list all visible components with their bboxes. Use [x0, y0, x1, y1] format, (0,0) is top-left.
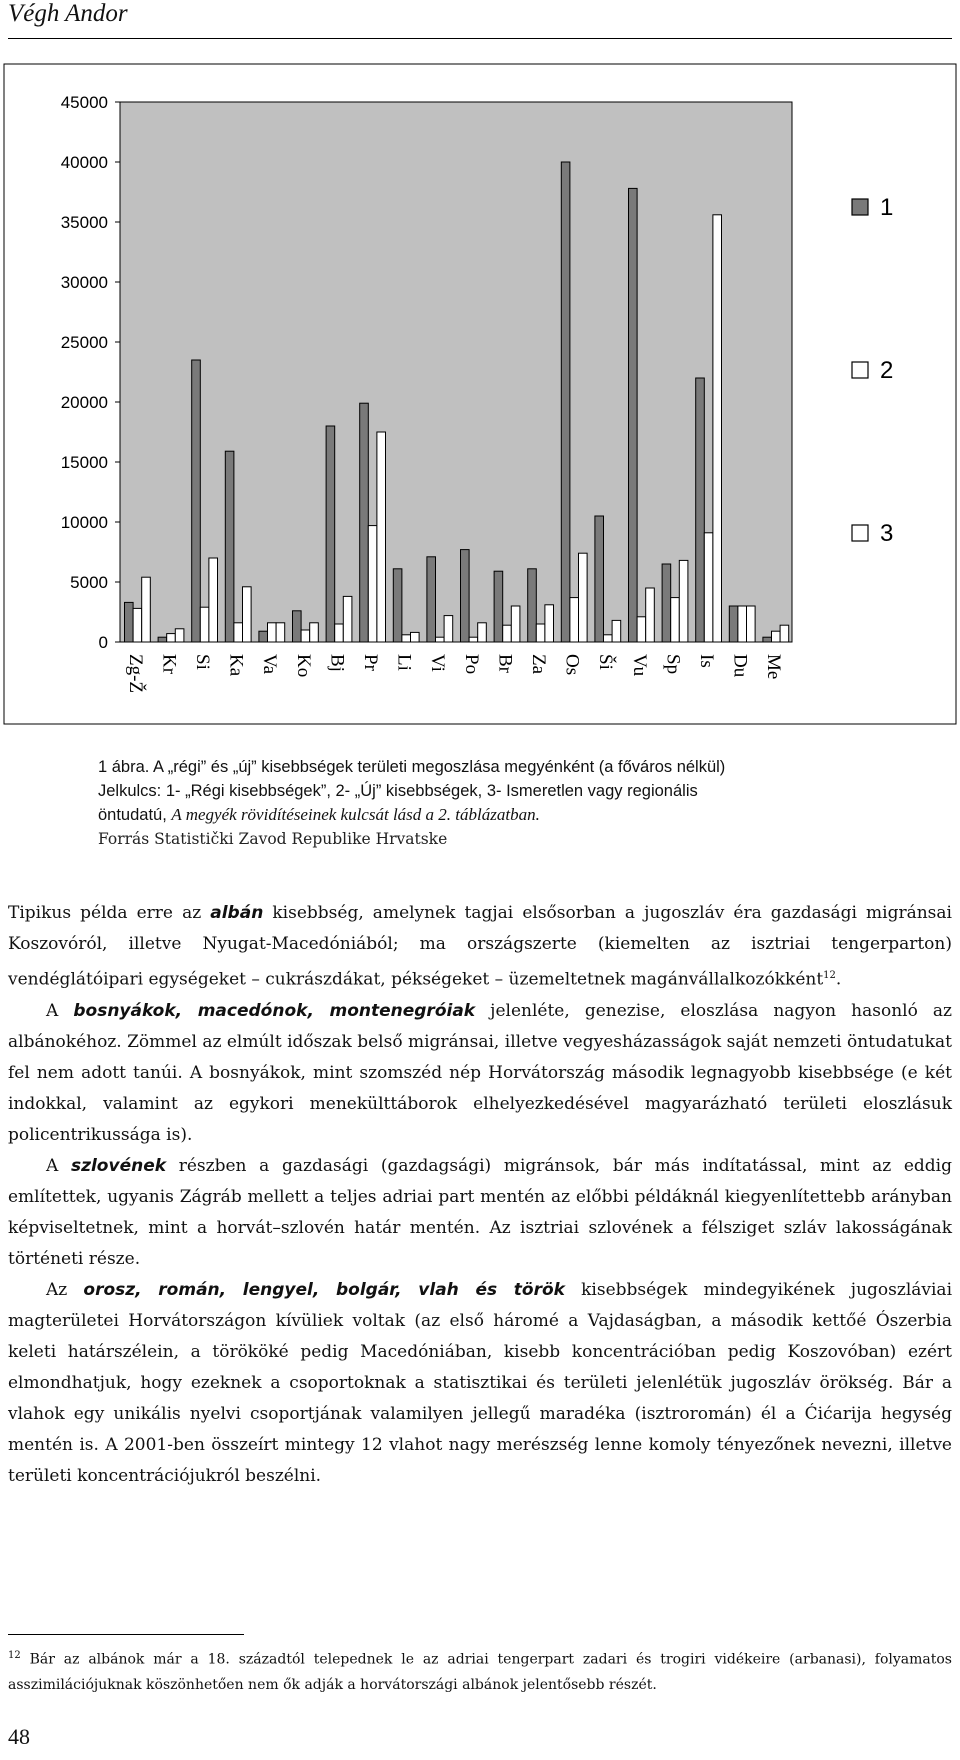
- p2-text-a: A: [46, 1000, 74, 1021]
- y-tick-label: 30000: [60, 273, 108, 292]
- y-tick-label: 10000: [60, 513, 108, 532]
- caption-abbrev-note: A megyék rövidítéseinek kulcsát lásd a 2. táblázatban.: [171, 805, 540, 824]
- paragraph-others: [8, 1275, 952, 1492]
- bar-series-1-13: [561, 162, 570, 642]
- bar-series-2-3: [234, 623, 243, 642]
- legend-label-3: 3: [880, 520, 894, 547]
- legend-label-2: 2: [880, 357, 894, 384]
- x-tick-label: Is: [696, 654, 717, 668]
- bar-series-3-13: [579, 553, 588, 642]
- bar-series-2-18: [738, 606, 747, 642]
- bar-series-3-11: [511, 606, 520, 642]
- y-tick-label: 45000: [60, 93, 108, 112]
- bar-series-1-17: [696, 378, 705, 642]
- bar-series-2-13: [570, 598, 579, 642]
- bar-series-1-11: [494, 571, 503, 642]
- caption-key-tail: öntudatú,: [98, 806, 172, 824]
- x-tick-label: Pr: [360, 654, 381, 671]
- bar-series-1-6: [326, 426, 335, 642]
- legend-label-1: 1: [880, 194, 894, 221]
- bar-series-2-1: [167, 634, 176, 642]
- x-tick-label: Vu: [628, 654, 650, 677]
- bar-series-1-0: [125, 602, 134, 642]
- bar-series-3-2: [209, 558, 218, 642]
- bar-series-3-17: [713, 215, 722, 642]
- bar-series-3-1: [175, 629, 184, 642]
- x-tick-label: Ko: [292, 654, 314, 678]
- bar-series-2-4: [268, 623, 277, 642]
- bar-series-3-10: [478, 623, 487, 642]
- bar-series-2-17: [704, 533, 713, 642]
- y-tick-label: 5000: [70, 573, 108, 592]
- footnote: [8, 1643, 952, 1698]
- x-tick-label: Os: [561, 654, 583, 676]
- x-tick-label: Zg-Ž: [124, 654, 146, 694]
- x-tick-label: Va: [259, 654, 281, 675]
- x-tick-label: Du: [729, 654, 751, 678]
- x-tick-label: Ši: [595, 654, 617, 670]
- p1-text-c: kisebbség, amelynek tagjai elsősorban a jugoszláv éra gazdasági migránsai Koszovóról, illetve Nyugat-Macedóniából; ma országszerte (kiemelten az isztriai tengerparton) vendéglátóipari egységeket – cukrászdákat, pékségeket – üzemeltetnek magánvállalkozókként: [8, 903, 952, 990]
- paragraph-slovenes: [8, 1151, 952, 1275]
- x-tick-label: Kr: [158, 654, 180, 675]
- bar-series-1-16: [662, 564, 671, 642]
- bar-series-1-3: [225, 451, 234, 642]
- figure-caption: [98, 755, 928, 851]
- bar-series-3-19: [780, 625, 789, 642]
- caption-title: 1 ábra. A „régi” és „új” kisebbségek területi megoszlása megyénként (a főváros nélkül): [98, 758, 726, 776]
- bar-series-2-12: [536, 624, 545, 642]
- bar-series-1-14: [595, 516, 604, 642]
- y-tick-label: 25000: [60, 333, 108, 352]
- footnote-number: 12: [8, 1650, 21, 1661]
- y-tick-label: 35000: [60, 213, 108, 232]
- bar-series-3-4: [276, 623, 285, 642]
- legend-swatch-1: [852, 199, 868, 215]
- bar-series-1-9: [427, 557, 436, 642]
- paragraph-bosniaks: [8, 996, 952, 1151]
- bar-series-1-19: [763, 637, 772, 642]
- bar-series-1-7: [360, 403, 369, 642]
- p4-emphasis: orosz, román, lengyel, bolgár, vlah és török: [83, 1279, 565, 1300]
- x-tick-label: Bj: [326, 654, 348, 672]
- caption-key-continued: [98, 803, 928, 827]
- x-tick-label: Sp: [662, 654, 684, 675]
- footnote-rule: [8, 1634, 244, 1635]
- bar-series-2-6: [335, 624, 344, 642]
- p2-emphasis: bosnyákok, macedónok, montenegróiak: [73, 1000, 476, 1021]
- bar-series-2-14: [604, 635, 613, 642]
- bar-series-2-15: [637, 617, 646, 642]
- y-tick-label: 15000: [60, 453, 108, 472]
- bar-series-2-7: [368, 526, 377, 642]
- p3-text-c: részben a gazdasági (gazdagsági) migránsok, bár más indítatással, mint az eddig említettek, ugyanis Zágráb mellett a teljes adriai part mentén az előbbi példáknál kiegyenlítettebb arányban képviseltetnek, mint a horvát–szlovén határ mentén. Az isztriai szlovének a félsziget szláv lakosságának történeti része.: [8, 1155, 952, 1269]
- caption-key: Jelkulcs: 1- „Régi kisebbségek”, 2- „Új” kisebbségek, 3- Ismeretlen vagy regionális: [98, 782, 698, 800]
- minority-bar-chart: [0, 60, 960, 750]
- bar-series-2-16: [671, 598, 680, 642]
- bar-series-1-15: [629, 188, 638, 642]
- header-rule: [8, 38, 952, 39]
- bar-series-3-0: [142, 577, 151, 642]
- body-text: [8, 898, 952, 1492]
- x-tick-label: Li: [393, 654, 415, 671]
- bar-series-1-5: [293, 611, 302, 642]
- x-tick-label: Vi: [427, 654, 449, 672]
- y-tick-label: 40000: [60, 153, 108, 172]
- x-tick-label: Si: [192, 654, 213, 670]
- running-header: Végh Andor: [8, 0, 128, 27]
- x-tick-label: Za: [528, 654, 549, 675]
- x-tick-label: Ka: [225, 654, 247, 677]
- x-tick-label: Br: [494, 654, 516, 673]
- bar-series-2-9: [436, 637, 445, 642]
- bar-series-3-5: [310, 623, 319, 642]
- p3-emphasis: szlovének: [70, 1155, 167, 1176]
- bar-series-3-12: [545, 605, 554, 642]
- p1-text-d: .: [835, 969, 842, 990]
- bar-series-1-12: [528, 569, 537, 642]
- p2-text-c: jelenléte, genezise, eloszlása nagyon hasonló az albánokéhoz. Zömmel az elmúlt időszak belső migránsai, illetve vegyesházasságok saját nemzeti öntudatukat fel nem adott tanúi. A bosnyákok, mint szomszéd nép Horvátország második legnagyobb kisebbsége (e két indokkal, valamint az egykori menekülttáborok elhelyezkedésével magyarázható területi eloszlásuk policentrikussága is).: [8, 1000, 952, 1145]
- bar-series-1-18: [729, 606, 738, 642]
- bar-series-3-6: [343, 596, 352, 642]
- bar-series-1-8: [393, 569, 402, 642]
- legend-swatch-2: [852, 362, 868, 378]
- bar-series-2-2: [200, 607, 209, 642]
- bar-series-3-15: [646, 588, 655, 642]
- p4-text-a: Az: [46, 1279, 84, 1300]
- footnote-text: Bár az albánok már a 18. századtól telepednek le az adriai tengerpart zadari és trogiri vidékeire (arbanasi), folyamatos asszimilációjuknak köszönhetően nem ők adják a horvátországi albánok jelentősebb részét.: [8, 1651, 952, 1693]
- legend-swatch-3: [852, 525, 868, 541]
- p4-text-c: kisebbségek mindegyikének jugoszláviai magterületei Horvátországon kívüliek voltak (az első háromé a Vajdaságban, a második kettőé Ószerbia keleti határszélein, a törököké pedig Macedóniában, kisebb koncentrációban pedig Koszovóban) ezért elmondhatjuk, hogy ezeknek a csoportoknak a statisztikai és területi jelenlétük jugoszláv örökség. Bár a vlahok egy unikális nyelvi csoportjának valamilyen jellegű maradéka (isztroromán) él a Ćićarija hegység mentén is. A 2001-ben összeírt mintegy 12 vlahot nagy merészség lenne komoly tényezőnek nevezni, illetve területi koncentrációjukról beszélni.: [8, 1279, 953, 1486]
- plot-area: [120, 102, 792, 642]
- bar-series-3-16: [679, 560, 688, 642]
- x-tick-label: Po: [460, 654, 482, 675]
- bar-series-2-0: [133, 608, 142, 642]
- x-tick-label: Me: [763, 654, 785, 680]
- p1-text-a: Tipikus példa erre az: [8, 903, 211, 923]
- bar-series-3-3: [243, 587, 252, 642]
- bar-series-1-1: [158, 637, 167, 642]
- p3-text-a: A: [46, 1155, 71, 1176]
- paragraph-albanians: [8, 898, 952, 996]
- bar-series-3-9: [444, 616, 453, 642]
- bar-series-2-10: [469, 637, 478, 642]
- bar-series-3-8: [411, 632, 420, 642]
- bar-series-3-14: [612, 620, 621, 642]
- bar-series-2-19: [772, 631, 781, 642]
- page-number: 48: [8, 1724, 30, 1749]
- bar-series-2-11: [503, 625, 512, 642]
- bar-series-2-8: [402, 635, 411, 642]
- p1-emphasis: albán: [210, 903, 264, 923]
- bar-series-3-7: [377, 432, 386, 642]
- bar-series-1-2: [192, 360, 201, 642]
- bar-series-3-18: [747, 606, 756, 642]
- bar-series-1-10: [461, 550, 470, 642]
- y-tick-label: 20000: [60, 393, 108, 412]
- bar-series-2-5: [301, 630, 310, 642]
- bar-series-1-4: [259, 631, 268, 642]
- caption-source: Forrás Statistički Zavod Republike Hrvatske: [98, 830, 448, 848]
- footnote-ref: 12: [823, 970, 836, 981]
- y-tick-label: 0: [98, 633, 108, 652]
